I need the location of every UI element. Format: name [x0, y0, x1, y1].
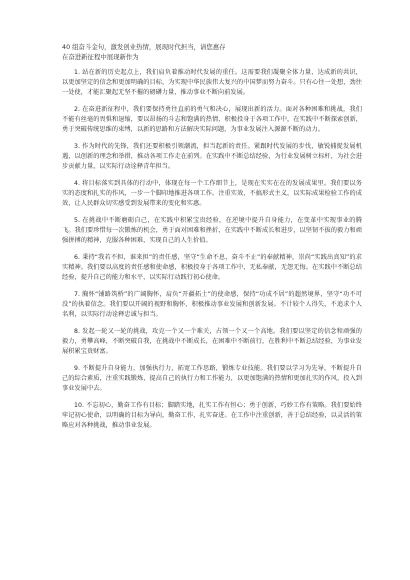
paragraph-4: 4. 将目标落实到具体的行动中，体现在每一个工作细节上，是现在实实在在的发展成果里。我们要以务实的态度和扎实的作风，一步一个脚印地推进各项工作。注重实效，不搞形式主义，以实际成果检验工作的成效，让人民群众切实感受到发展带来的变化和实惠。	[62, 180, 362, 207]
document-title: 40 组奋斗金句，激发创业热情，展现时代担当，请您惠存	[62, 43, 226, 51]
paragraph-1: 1. 站在新的历史起点上，我们肩负着推动时代发展的重任。这需要我们凝聚全体力量，达成新的共识，以更加坚定的信念和更加明确的目标，为实现中华民族伟大复兴的中国梦而努力奋斗。只有心往一处想，劲往一处使，才能汇聚起无坚不摧的磅礴力量，推动事业不断向前发展。	[62, 69, 362, 96]
paragraph-6: 6. 秉持“我若不担，谁来担”的责任感，坚守“生命不息，奋斗不止”的奉献精神，崇尚“实践出真知”的求实精神。我们要以高度的责任感和使命感，积极投身于各项工作中，无私奉献，无怨无悔。在实践中不断总结经验，提升自己的能力和水平，以实际行动践行初心使命。	[62, 254, 362, 281]
paragraph-2: 2. 在奋进新征程中，我们要保持勇往直前的勇气和决心，展现出新的活力。面对各种困难和挑战，我们不能有丝毫的畏惧和退缩，要以昂扬的斗志和饱满的热情，积极投身于各项工作中，在实践中不断探索创新，勇于突破传统思维的束缚，以新的思路和方法解决实际问题，为事业发展注入源源不断的动力。	[62, 106, 362, 133]
paragraph-10: 10. 不忘初心，勤奋工作有目标；脚踏实地，扎实工作有恒心；勇于创新，巧妙工作有策略。我们要始终牢记初心使命，以明确的目标为导向，勤奋工作，扎实奋进。在工作中注重创新，善于总结经验，以灵活的策略应对各种挑战，推动事业发展。	[62, 402, 362, 429]
paragraph-8: 8. 发起一轮又一轮的挑战，攻克一个又一个难关，占领一个又一个高地。我们要以坚定的信念和顽强的毅力，勇攀高峰，不断突破自我，在挑战中不断成长，在困难中不断前行，在胜利中不断总结经验，为事业发展积累宝贵财富。	[62, 328, 362, 355]
document-header	[62, 42, 362, 62]
document-page	[62, 42, 362, 438]
paragraph-7: 7. 胸怀“铺路筑桥”的广阔胸怀，肩负“开疆拓土”的使命感，保持“功成不居”的超然境界，坚守“功不可没”的执着信念。我们要以开阔的视野和胸怀，积极推动事业发展和创新发展。不计较个人得失，不追求个人名利，以实际行动诠释忠诚与担当。	[62, 291, 362, 318]
document-subtitle: 在奋进新征程中展现新作为	[62, 53, 139, 61]
paragraph-9: 9. 不断提升自身能力，加强执行力，拓宽工作思路，锻炼专业技能。我们要以学习为先导，不断提升自己的综合素质，注重实践锻炼，提高自己的执行力和工作能力，以更加饱满的热情和更加扎实的作风，投入到事业发展中去。	[62, 365, 362, 392]
paragraph-3: 3. 作为时代的先锋，我们还要积极引领潮流，担当起新的责任。紧跟时代发展的步伐，敏锐捕捉发展机遇，以创新的理念和举措，推动各项工作走在前列。在实践中不断总结经验，为行业发展树立标杆，为社会进步贡献力量，以实际行动诠释青年担当。	[62, 143, 362, 170]
paragraph-5: 5. 在挑战中不断磨砺自己，在实践中积累宝贵经验，在逆境中提升自身能力，在变革中实现事业的腾飞。我们要珍惜每一次锻炼的机会，勇于面对困难和挫折，在实践中不断成长和进步，以坚韧不拔的毅力和顽强拼搏的精神，克服各种困难，实现自己的人生价值。	[62, 217, 362, 244]
